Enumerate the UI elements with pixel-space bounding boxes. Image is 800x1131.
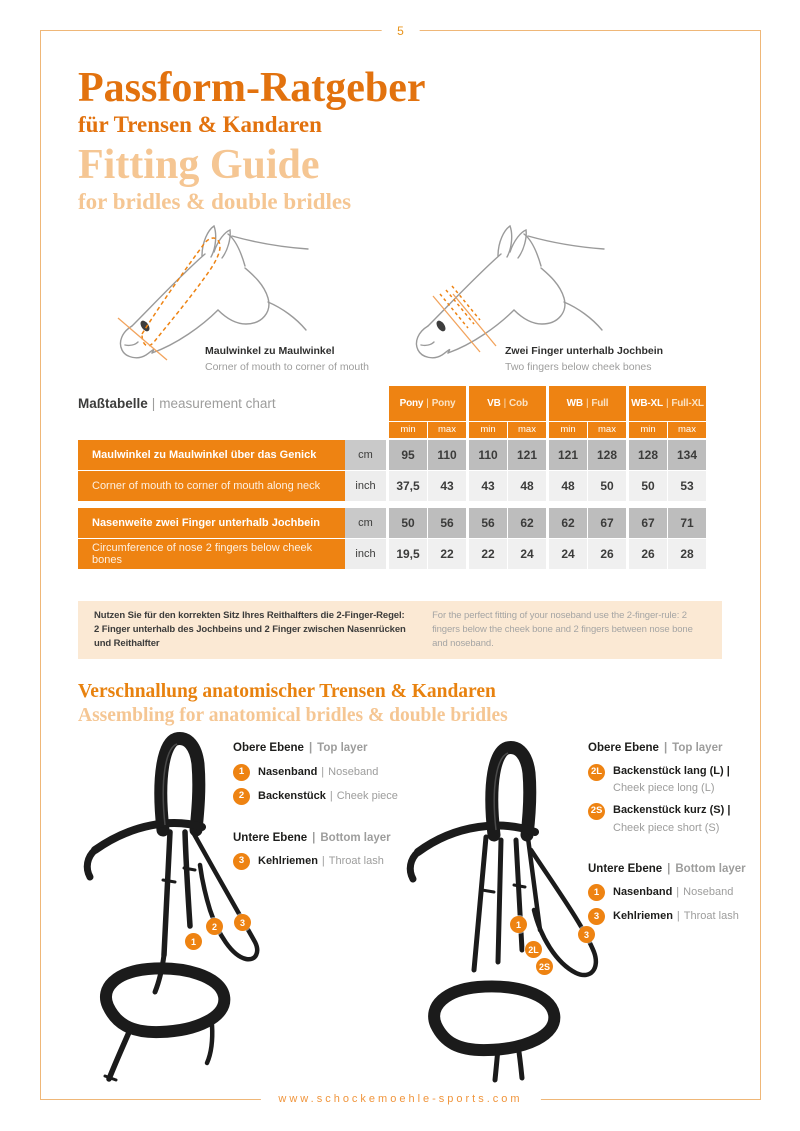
cell-value: 43 [469,471,507,501]
cell-value: 128 [588,440,626,470]
separator: | [663,742,668,754]
marker-badge: 1 [588,884,605,901]
cell-value: 95 [389,440,427,470]
cell-value: 110 [428,440,466,470]
cell-value: 26 [629,539,667,569]
page-subtitle-de: für Trensen & Kandaren [78,112,322,137]
legend-item-en: Cheek piece short (S) [613,822,720,835]
legend-heading-de: Untere Ebene [233,831,308,844]
legend-snaffle [233,741,408,870]
cell-value: 24 [549,539,587,569]
cell-value: 67 [588,508,626,538]
max-label: max [588,422,626,438]
cell-value: 50 [588,471,626,501]
legend-item-de: Backenstück [258,789,326,802]
legend-item-de: Backenstück kurz (S) | [613,804,731,817]
diagram-label-left-de: Maulwinkel zu Maulwinkel [205,345,335,357]
cell-value: 134 [668,440,706,470]
legend-top-heading [588,741,758,757]
cell-value: 121 [508,440,546,470]
legend-item-de: Nasenband [613,886,673,899]
size-name-en: Full-XL [671,398,704,409]
cell-value: 28 [668,539,706,569]
horse-head-two-fingers-diagram [408,222,608,362]
cell-value: 67 [629,508,667,538]
cell-value: 43 [428,471,466,501]
bridle-marker: 1 [185,933,202,950]
diagram-label-right-en: Two fingers below cheek bones [505,361,652,374]
marker-badge: 2 [233,788,250,805]
max-label: max [508,422,546,438]
diagram-label-right-de: Zwei Finger unterhalb Jochbein [505,345,664,357]
horse-eye [435,319,448,333]
bridle-marker: 2L [525,941,542,958]
max-label: max [428,422,466,438]
separator: | [426,398,429,409]
cell-value: 22 [469,539,507,569]
cell-value: 62 [508,508,546,538]
legend-item [588,908,758,925]
bridle-marker: 2S [536,958,553,975]
footer-website-url: www.schockemoehle-sports.com [260,1091,540,1107]
cell-value: 26 [588,539,626,569]
marker-badge: 2S [588,803,605,820]
cell-value: 37,5 [389,471,427,501]
legend-item [233,853,408,870]
legend-heading-en: Top layer [672,742,723,754]
table-row [78,508,706,538]
legend-item-de: Nasenband [258,765,318,778]
separator: | [667,862,671,875]
bridle-marker: 2 [206,918,223,935]
bridle-marker: 3 [234,914,251,931]
cell-value: 24 [508,539,546,569]
separator: | [503,398,507,409]
legend-item-de: Kehlriemen [613,910,673,923]
legend-item-de: Backenstück lang (L) | [613,764,730,777]
cell-value: 50 [629,471,667,501]
cell-value: 48 [508,471,546,501]
cell-value: 22 [428,539,466,569]
row-unit: cm [345,508,386,538]
separator: | [676,910,680,923]
min-label: min [629,422,667,438]
legend-heading-en: Bottom layer [320,831,391,844]
legend-top-heading [233,741,408,757]
separator: | [308,742,313,754]
legend-item-en: Cheek piece long (L) [613,782,715,795]
min-label: min [389,422,427,438]
separator: | [676,886,680,899]
row-unit: inch [345,471,386,501]
table-row [78,440,706,470]
row-label: Circumference of nose 2 fingers below cheek bones [78,539,345,569]
legend-item-en: Throat lash [328,855,384,868]
size-group-cob [469,386,546,438]
separator: | [321,765,325,778]
bridle-marker: 3 [578,926,595,943]
page-title-en: Fitting Guide [78,142,320,188]
legend-heading-de: Obere Ebene [233,742,304,754]
page-number: 5 [381,22,420,40]
legend-item [233,788,408,805]
legend-item-en: Throat lash [683,910,739,923]
diagram-label-left-en: Corner of mouth to corner of mouth [205,361,369,374]
cell-value: 50 [389,508,427,538]
legend-item-en: Noseband [328,765,379,778]
marker-badge: 3 [588,908,605,925]
separator: | [329,789,333,802]
row-label: Nasenweite zwei Finger unterhalb Jochbein [78,508,345,538]
size-group-full-xl [629,386,706,438]
size-group-pony [389,386,466,438]
separator: | [665,398,669,409]
table-row [78,539,706,569]
cell-value: 71 [668,508,706,538]
cell-value: 19,5 [389,539,427,569]
legend-bottom-heading [588,862,758,878]
legend-heading-de: Untere Ebene [588,862,663,875]
size-name-en: Cob [509,398,528,409]
table-row [78,471,706,501]
cell-value: 56 [428,508,466,538]
marker-badge: 1 [233,764,250,781]
max-label: max [668,422,706,438]
diagram-label-right [505,343,663,376]
legend-item [588,884,758,901]
cell-value: 110 [469,440,507,470]
row-label: Maulwinkel zu Maulwinkel über das Genick [78,440,345,470]
size-name-en: Pony [431,398,456,409]
section-title-en: Assembling for anatomical bridles & double bridles [78,705,508,726]
note-text-de: Nutzen Sie für den korrekten Sitz Ihres Reithalfters die 2-Finger-Regel: 2 Finger unterhalb des Jochbeins und 2 Finger zwischen Nasenrücken und Reithalfter [94,609,406,650]
cell-value: 53 [668,471,706,501]
size-table-header [78,386,706,440]
separator: | [151,396,156,411]
separator: | [321,855,325,868]
page-title-de: Passform-Ratgeber [78,65,426,111]
legend-heading-de: Obere Ebene [588,742,659,754]
size-name-de: VB [487,398,501,409]
diagram-label-left [205,343,369,376]
min-label: min [549,422,587,438]
cell-value: 128 [629,440,667,470]
size-name-en: Full [591,398,609,409]
table-caption-en: measurement chart [159,396,276,411]
size-group-full [549,386,626,438]
min-label: min [469,422,507,438]
legend-item [233,764,408,781]
size-name-de: Pony [399,398,424,409]
page-subtitle-en: for bridles & double bridles [78,189,352,214]
row-label: Corner of mouth to corner of mouth along neck [78,471,345,501]
cell-value: 121 [549,440,587,470]
legend-heading-en: Bottom layer [675,862,746,875]
marker-badge: 2L [588,764,605,781]
separator: | [585,398,589,409]
marker-badge: 3 [233,853,250,870]
legend-item-de: Kehlriemen [258,855,318,868]
cell-value: 48 [549,471,587,501]
two-finger-rule-note [78,601,722,659]
separator: | [312,831,316,844]
bridle-marker: 1 [510,916,527,933]
note-text-en: For the perfect fitting of your noseband use the 2-finger-rule: 2 fingers below the cheek bone and 2 fingers between nose bone and noseband. [432,609,693,650]
size-name-de: WB [566,398,583,409]
section-title-de: Verschnallung anatomischer Trensen & Kandaren [78,681,496,702]
bridle-double-image [398,740,613,1085]
legend-double [588,741,758,925]
legend-bottom-heading [233,831,408,847]
row-unit: cm [345,440,386,470]
horse-head-mouth-to-mouth-diagram [112,222,312,362]
cell-value: 56 [469,508,507,538]
measurement-dashed-loop [142,238,220,346]
table-caption-de: Maßtabelle [78,396,148,411]
legend-item-en: Noseband [683,886,734,899]
size-name-de: WB-XL [631,398,663,409]
cell-value: 62 [549,508,587,538]
row-unit: inch [345,539,386,569]
legend-item [588,803,758,836]
legend-item-en: Cheek piece [336,789,398,802]
legend-heading-en: Top layer [317,742,368,754]
legend-item [588,764,758,797]
